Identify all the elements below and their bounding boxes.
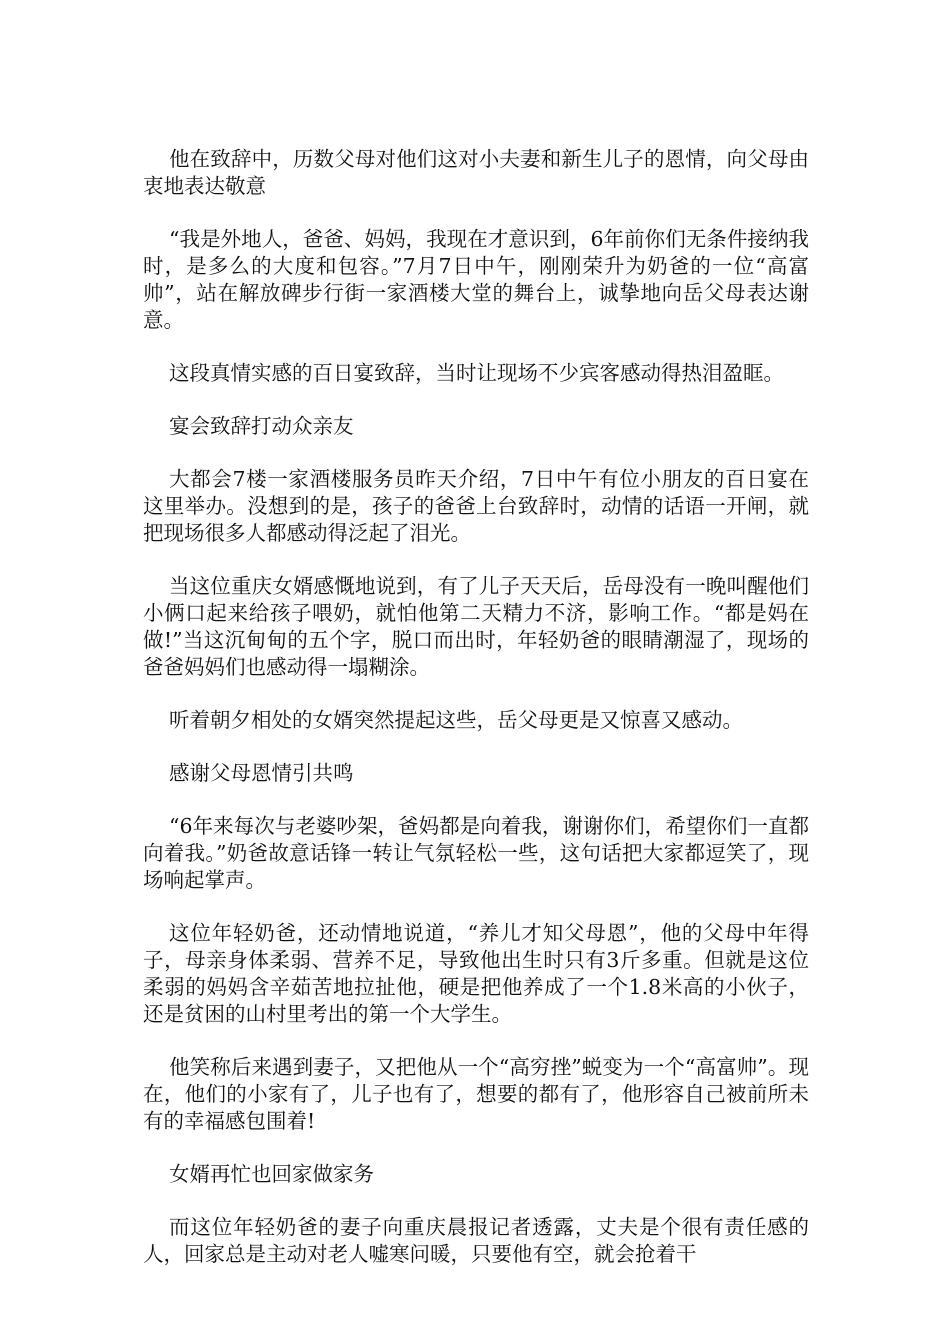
paragraph-wife-account: 而这位年轻奶爸的妻子向重庆晨报记者透露，丈夫是个很有责任感的人，回家总是主动对老人嘘寒问暖，只要他有空，就会抢着干 bbox=[143, 1215, 809, 1266]
section-heading-speech: 宴会致辞打动众亲友 bbox=[169, 414, 354, 438]
paragraph-quote-thanks: “我是外地人，爸爸、妈妈，我现在才意识到，6年前你们无条件接纳我时，是多么的大度和包容。”7月7日中午，刚刚荣升为奶爸的一位“高富帅”，站在解放碑步行街一家酒楼大堂的舞台上，诚挚地向岳父母表达谢意。 bbox=[143, 227, 809, 332]
paragraph-restaurant-staff: 大都会7楼一家酒楼服务员昨天介绍，7日中午有位小朋友的百日宴在这里举办。没想到的是，孩子的爸爸上台致辞时，动情的话语一开闸，就把现场很多人都感动得泛起了泪光。 bbox=[143, 467, 809, 545]
section-heading-housework: 女婿再忙也回家做家务 bbox=[169, 1162, 374, 1186]
paragraph-own-parents: 这位年轻奶爸，还动情地说道，“养儿才知父母恩”，他的父母中年得子，母亲身体柔弱、营养不足，导致他出生时只有3斤多重。但就是这位柔弱的妈妈含辛茹苦地拉扯他，硬是把他养成了一个1.8米高的小伙子，还是贫困的山村里考出的第一个大学生。 bbox=[143, 921, 809, 1026]
paragraph-intro: 他在致辞中，历数父母对他们这对小夫妻和新生儿子的恩情，向父母由衷地表达敬意 bbox=[143, 147, 809, 198]
document-page bbox=[143, 146, 809, 1294]
paragraph-mother-in-law: 当这位重庆女婿感慨地说到，有了儿子天天后，岳母没有一晚叫醒他们小俩口起来给孩子喂奶，就怕他第二天精力不济，影响工作。“都是妈在做!”当这沉甸甸的五个字，脱口而出时，年轻奶爸的眼睛潮湿了，现场的爸爸妈妈们也感动得一塌糊涂。 bbox=[143, 574, 809, 679]
paragraph-guests-moved: 这段真情实感的百日宴致辞，当时让现场不少宾客感动得热泪盈眶。 bbox=[169, 361, 784, 385]
paragraph-joke: “6年来每次与老婆吵架，爸妈都是向着我，谢谢你们，希望你们一直都向着我。”奶爸故意话锋一转让气氛轻松一些，这句话把大家都逗笑了，现场响起掌声。 bbox=[143, 814, 809, 892]
paragraph-happiness: 他笑称后来遇到妻子，又把他从一个“高穷挫”蜕变为一个“高富帅”。现在，他们的小家有了，儿子也有了，想要的都有了，他形容自己被前所未有的幸福感包围着! bbox=[143, 1055, 809, 1133]
paragraph-parents-surprised: 听着朝夕相处的女婿突然提起这些，岳父母更是又惊喜又感动。 bbox=[169, 708, 743, 732]
section-heading-gratitude: 感谢父母恩情引共鸣 bbox=[169, 761, 354, 785]
